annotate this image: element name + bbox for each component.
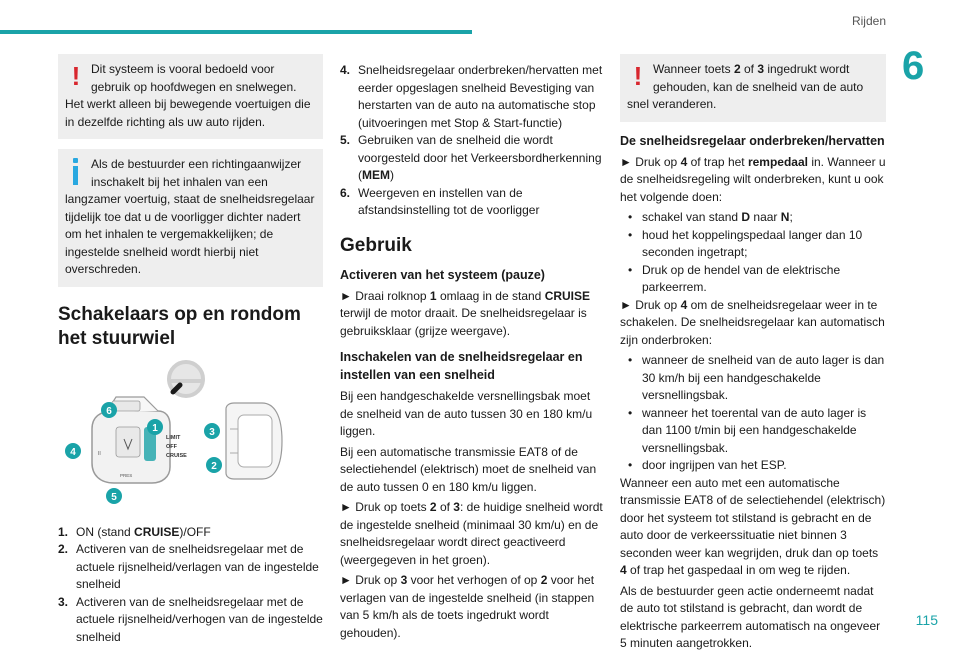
stalk-mark-pres: PRES — [120, 472, 133, 478]
bullet-item: • houd het koppelingspedaal langer dan 10 seconden ingetrapt; — [628, 227, 863, 259]
svg-text:3: 3 — [209, 426, 215, 438]
info-text: Als de bestuurder een richtingaanwijzer inschakelt bij het inhalen van een langzamer voertuig, staat de snelheidsregelaar tijdelijk toe dat u de voorligger dichter nadert om het inhalen te vergemakkelijken; de ingestelde snelheid wordt hierbij niet overschreden. — [65, 157, 315, 276]
section-heading-gebruik: Gebruik — [340, 234, 412, 256]
paragraph: Wanneer een auto met een automatische transmissie EAT8 of de selectiehendel (elektrisch) door het systeem tot stilstand is gebracht en de auto door de verkeerssituatie niet binnen 3 seconden weer kan wegrijden, druk dan op toets 4 of trap het gaspedaal in om weg te rijden. — [620, 475, 886, 577]
warning-box — [58, 54, 323, 139]
column-1 — [58, 54, 323, 646]
paragraph: Als de bestuurder geen actie onderneemt nadat de auto tot stilstand is gebracht, dan wordt de elektrische parkeerrem automatisch na ongeveer 5 minuten aangetrokken. — [620, 583, 881, 650]
steering-wheel-icon — [169, 362, 203, 396]
bullet-item: • schakel van stand D naar N; — [628, 210, 793, 224]
stalk-mark-ii: II — [98, 450, 101, 457]
svg-text:2: 2 — [211, 460, 217, 472]
legend-item: 2. Activeren van de snelheidsregelaar met de actuele rijsnelheid/verlagen van de ingestelde snelheid — [58, 542, 319, 591]
steering-switch-figure — [58, 359, 298, 514]
chapter-number: 6 — [902, 44, 925, 88]
bullet-item: • door ingrijpen van het ESP. — [628, 458, 787, 472]
switch-label-cruise: CRUISE — [166, 452, 187, 459]
legend-item: 1. ON (stand CRUISE)/OFF — [58, 524, 211, 539]
subheading-enable: Inschakelen van de snelheidsregelaar en instellen van een snelheid — [340, 350, 583, 382]
warning-icon: ! — [633, 61, 643, 91]
warning-icon: ! — [71, 61, 81, 91]
legend-item: 5. Gebruiken van de snelheid die wordt voorgesteld door het Verkeersbordherkenning (MEM) — [340, 133, 602, 182]
paragraph: ► Druk op 4 om de snelheidsregelaar weer in te schakelen. De snelheidsregelaar kan automatisch zijn onderbroken: — [620, 297, 885, 347]
callout-1 — [147, 419, 163, 435]
legend-item: 3. Activeren van de snelheidsregelaar met de actuele rijsnelheid/verhogen van de ingestelde snelheid — [58, 594, 323, 644]
bullet-item: • Druk op de hendel van de elektrische parkeerrem. — [628, 262, 841, 294]
paragraph: Bij een handgeschakelde versnellingsbak moet de snelheid van de auto tussen 30 en 180 km/u liggen. — [340, 389, 593, 438]
svg-text:4: 4 — [70, 446, 76, 458]
switch-label-off: OFF — [166, 443, 177, 450]
page-number: 115 — [915, 612, 938, 628]
paddle-controls — [226, 403, 282, 479]
paragraph: ► Draai rolknop 1 omlaag in de stand CRUISE terwijl de motor draait. De snelheidsregelaar is gebruiksklaar (grijze weergave). — [340, 288, 591, 338]
legend-item: 4. Snelheidsregelaar onderbreken/hervatten met eerder opgeslagen snelheid Bevestiging van herstarten van de auto na automatische stop (uitvoeringen met Stop & Start-functie) — [340, 63, 603, 130]
warning-text: Dit systeem is vooral bedoeld voor gebruik op hoofdwegen en snelwegen. Het werkt alleen bij bewegende voertuigen die in dezelfde richting als uw auto rijden. — [65, 62, 311, 129]
bullet-item: • wanneer de snelheid van de auto lager is dan 30 km/h bij een handgeschakelde versnellingsbak. — [628, 353, 885, 402]
callout-4 — [65, 443, 81, 459]
callout-5 — [106, 488, 122, 504]
paragraph: Bij een automatische transmissie EAT8 of de selectiehendel (elektrisch) moet de snelheid van de auto tussen 0 en 180 km/u liggen. — [340, 444, 597, 494]
figure-legend — [58, 524, 323, 647]
chapter-title: Rijden — [851, 14, 886, 28]
svg-text:6: 6 — [106, 405, 112, 417]
column-3 — [620, 54, 886, 656]
legend-item: 6. Weergeven en instellen van de afstandsinstelling tot de voorligger — [340, 185, 540, 217]
paragraph: ► Druk op toets 2 of 3: de huidige snelheid wordt de ingestelde snelheid (minimaal 30 km/u) en de snelheidsregelaar wordt direct geactiveerd (weergegeven in het groen). — [340, 500, 603, 567]
paragraph: ► Druk op 4 of trap het rempedaal in. Wanneer u de snelheidsregeling wilt onderbreken, kunt u ook het volgende doen: — [620, 154, 886, 204]
bullet-item: • wanneer het toerental van de auto lager is dan 1100 t/min bij een handgeschakelde versnellingsbak. — [628, 405, 867, 455]
callout-6 — [101, 402, 117, 418]
subheading-activate: Activeren van het systeem (pauze) — [340, 267, 545, 282]
svg-text:5: 5 — [111, 491, 117, 503]
info-box — [58, 149, 323, 287]
header-accent-bar — [0, 30, 472, 34]
section-heading: Schakelaars op en rondom het stuurwiel — [58, 303, 301, 349]
subheading-interrupt: De snelheidsregelaar onderbreken/hervatten — [620, 133, 885, 148]
column-2 — [340, 62, 604, 645]
switch-label-limit: LIMIT — [166, 434, 181, 441]
switch-illustration — [58, 359, 298, 514]
warning-box — [620, 54, 886, 122]
callout-2 — [206, 457, 222, 473]
warning-text: Wanneer toets 2 of 3 ingedrukt wordt gehouden, kan de snelheid van de auto snel veranderen. — [627, 62, 864, 111]
info-icon — [65, 156, 87, 186]
callout-3 — [204, 423, 220, 439]
paragraph: ► Druk op 3 voor het verhogen of op 2 voor het verlagen van de ingestelde snelheid (in stappen van 5 km/h als de toets ingedrukt wordt gehouden). — [340, 573, 595, 640]
svg-text:1: 1 — [152, 422, 158, 434]
